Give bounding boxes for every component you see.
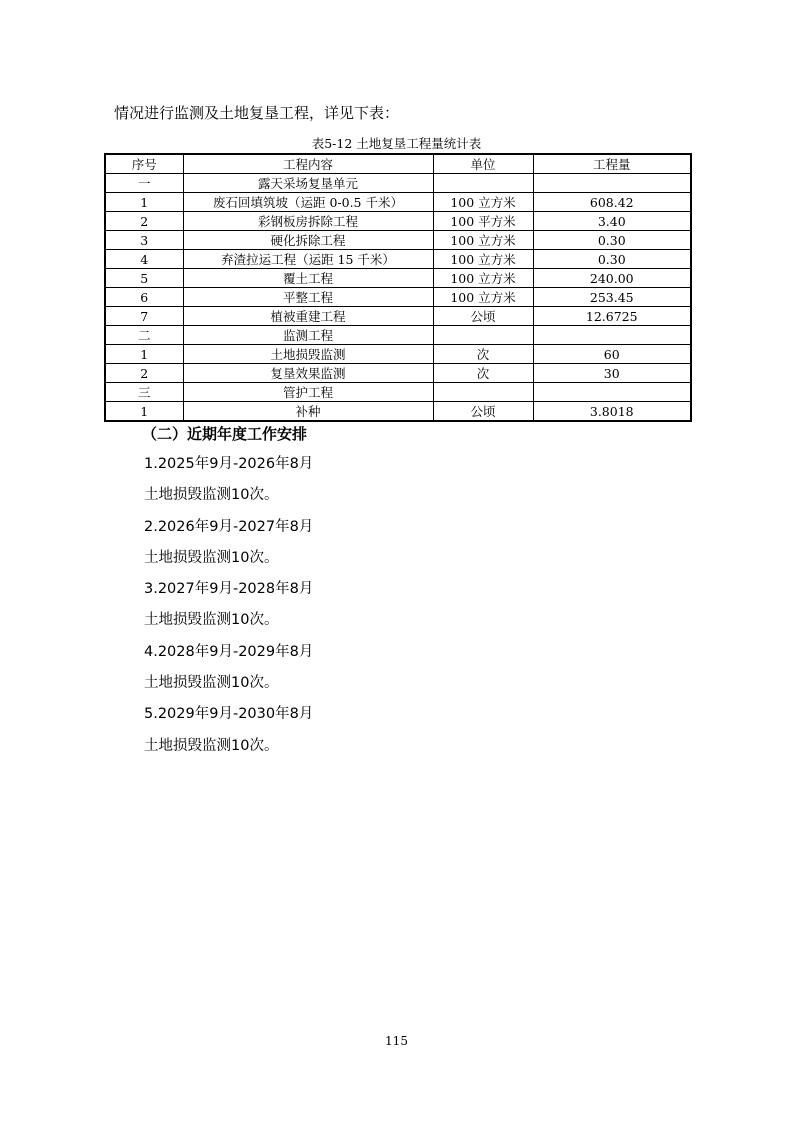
- row-unit: [433, 326, 533, 345]
- row-quantity: 60: [533, 345, 691, 364]
- row-unit: [433, 174, 533, 193]
- plan-period: 3.2027年9月-2028年8月: [144, 581, 314, 598]
- row-quantity: 3.8018: [533, 402, 691, 422]
- table-row: [105, 212, 691, 231]
- row-index: 1: [105, 402, 183, 422]
- plan-task: 土地损毁监测10次。: [144, 612, 279, 629]
- table-row: [105, 193, 691, 212]
- row-quantity: 608.42: [533, 193, 691, 212]
- plan-task: 土地损毁监测10次。: [144, 737, 279, 754]
- row-content: 彩钢板房拆除工程: [183, 212, 433, 231]
- header-quantity: 工程量: [533, 154, 691, 174]
- plan-period: 2.2026年9月-2027年8月: [144, 518, 314, 535]
- section-heading: （二）近期年度工作安排: [142, 425, 308, 443]
- row-unit: 100 立方米: [433, 288, 533, 307]
- table-row: [105, 364, 691, 383]
- row-index: 1: [105, 193, 183, 212]
- row-index: 3: [105, 231, 183, 250]
- row-index: 2: [105, 212, 183, 231]
- annual-plan-list: [144, 454, 313, 767]
- table-row: [105, 231, 691, 250]
- row-content: 植被重建工程: [183, 307, 433, 326]
- plan-period: 5.2029年9月-2030年8月: [144, 706, 314, 723]
- row-content: 废石回填筑坡（运距 0-0.5 千米）: [183, 193, 433, 212]
- row-content: 硬化拆除工程: [183, 231, 433, 250]
- row-quantity: 0.30: [533, 231, 691, 250]
- header-content: 工程内容: [183, 154, 433, 174]
- table-row: [105, 307, 691, 326]
- plan-period: 1.2025年9月-2026年8月: [144, 456, 314, 472]
- row-quantity: 240.00: [533, 269, 691, 288]
- row-index: 6: [105, 288, 183, 307]
- row-quantity: [533, 383, 691, 402]
- table-row: [105, 174, 691, 193]
- row-quantity: 0.30: [533, 250, 691, 269]
- header-index: 序号: [105, 154, 183, 174]
- row-content: 弃渣拉运工程（运距 15 千米）: [183, 250, 433, 269]
- row-quantity: [533, 326, 691, 345]
- row-index: 4: [105, 250, 183, 269]
- header-unit: 单位: [433, 154, 533, 174]
- row-unit: 公顷: [433, 307, 533, 326]
- row-index: 1: [105, 345, 183, 364]
- row-index: 一: [105, 174, 183, 193]
- row-unit: 100 立方米: [433, 231, 533, 250]
- row-unit: 次: [433, 345, 533, 364]
- row-content: 管护工程: [183, 383, 433, 402]
- row-quantity: 12.6725: [533, 307, 691, 326]
- row-unit: 100 立方米: [433, 250, 533, 269]
- plan-task: 土地损毁监测10次。: [144, 675, 279, 692]
- row-unit: 100 立方米: [433, 269, 533, 288]
- table-body: [105, 174, 691, 422]
- row-index: 二: [105, 326, 183, 345]
- plan-task: 土地损毁监测10次。: [144, 549, 279, 566]
- row-index: 三: [105, 383, 183, 402]
- row-quantity: 30: [533, 364, 691, 383]
- page-number: 115: [385, 1034, 408, 1048]
- row-unit: 次: [433, 364, 533, 383]
- table-row: [105, 402, 691, 422]
- intro-paragraph: 情况进行监测及土地复垦工程，详见下表：: [114, 104, 400, 122]
- row-content: 监测工程: [183, 326, 433, 345]
- table-caption: 表5-12 土地复垦工程量统计表: [311, 136, 482, 151]
- table-row: [105, 288, 691, 307]
- row-index: 2: [105, 364, 183, 383]
- row-unit: [433, 383, 533, 402]
- row-index: 5: [105, 269, 183, 288]
- row-content: 平整工程: [183, 288, 433, 307]
- row-content: 补种: [183, 402, 433, 422]
- row-unit: 100 立方米: [433, 193, 533, 212]
- table-row: [105, 250, 691, 269]
- reclamation-quantity-table: [104, 153, 692, 422]
- row-content: 土地损毁监测: [183, 345, 433, 364]
- table-row: [105, 345, 691, 364]
- row-index: 7: [105, 307, 183, 326]
- row-content: 露天采场复垦单元: [183, 174, 433, 193]
- table-row: [105, 326, 691, 345]
- plan-period: 4.2028年9月-2029年8月: [144, 643, 314, 660]
- row-quantity: 253.45: [533, 288, 691, 307]
- table-row: [105, 383, 691, 402]
- row-quantity: 3.40: [533, 212, 691, 231]
- table-header-row: [105, 154, 691, 174]
- row-unit: 100 平方米: [433, 212, 533, 231]
- row-quantity: [533, 174, 691, 193]
- table-row: [105, 269, 691, 288]
- plan-task: 土地损毁监测10次。: [144, 487, 279, 504]
- row-content: 覆土工程: [183, 269, 433, 288]
- row-content: 复垦效果监测: [183, 364, 433, 383]
- row-unit: 公顷: [433, 402, 533, 422]
